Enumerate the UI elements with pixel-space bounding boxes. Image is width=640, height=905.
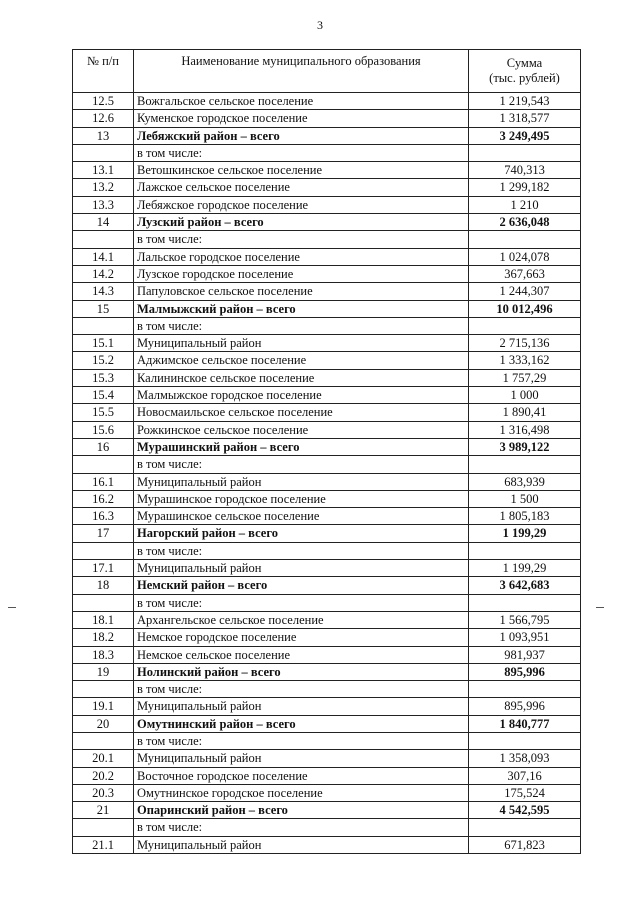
table-row: [73, 750, 581, 767]
table-row: [73, 283, 581, 300]
row-name: Ветошкинское сельское поселение: [134, 162, 469, 179]
row-name: Лебяжское городское поселение: [134, 196, 469, 213]
row-number: 18: [73, 577, 134, 594]
row-sum: [469, 819, 581, 836]
row-number: 15.3: [73, 369, 134, 386]
row-name: Муниципальный район: [134, 836, 469, 853]
row-name: Лальское городское поселение: [134, 248, 469, 265]
row-name: в том числе:: [134, 542, 469, 559]
row-sum: 1 500: [469, 490, 581, 507]
row-sum: 1 358,093: [469, 750, 581, 767]
row-sum: 683,939: [469, 473, 581, 490]
row-number: 13: [73, 127, 134, 144]
header-sum: [469, 50, 581, 93]
row-name: в том числе:: [134, 594, 469, 611]
row-sum: 1 219,543: [469, 93, 581, 110]
table-row: [73, 698, 581, 715]
row-sum: 1 890,41: [469, 404, 581, 421]
row-sum: 1 093,951: [469, 629, 581, 646]
row-sum: 10 012,496: [469, 300, 581, 317]
row-sum: 1 805,183: [469, 508, 581, 525]
row-name: в том числе:: [134, 456, 469, 473]
page-number: 3: [317, 18, 323, 32]
table-body: [73, 93, 581, 854]
row-name: Лебяжский район – всего: [134, 127, 469, 144]
table-header-row: [73, 50, 581, 93]
table-row: [73, 508, 581, 525]
row-name: Лузское городское поселение: [134, 265, 469, 282]
table-row-total: [73, 577, 581, 594]
municipal-sums-table: [72, 49, 581, 854]
row-name: Мурашинское городское поселение: [134, 490, 469, 507]
row-number: 19: [73, 663, 134, 680]
row-number: [73, 231, 134, 248]
row-number: 18.3: [73, 646, 134, 663]
table-row: [73, 836, 581, 853]
row-sum: 895,996: [469, 663, 581, 680]
table-row: [73, 404, 581, 421]
table-row-total: [73, 300, 581, 317]
table-row: [73, 369, 581, 386]
row-number: 16: [73, 438, 134, 455]
row-number: 15.6: [73, 421, 134, 438]
table-row: [73, 179, 581, 196]
row-sum: 1 757,29: [469, 369, 581, 386]
table-row: [73, 110, 581, 127]
row-sum: [469, 456, 581, 473]
row-sum: 307,16: [469, 767, 581, 784]
row-name: Нолинский район – всего: [134, 663, 469, 680]
row-name: Муниципальный район: [134, 335, 469, 352]
row-name: Немский район – всего: [134, 577, 469, 594]
row-name: Рожкинское сельское поселение: [134, 421, 469, 438]
row-sum: 671,823: [469, 836, 581, 853]
row-sum: 4 542,595: [469, 802, 581, 819]
table-row: [73, 352, 581, 369]
row-number: 15.2: [73, 352, 134, 369]
table-row-total: [73, 663, 581, 680]
table-row: [73, 767, 581, 784]
table-row: [73, 560, 581, 577]
row-number: 16.3: [73, 508, 134, 525]
row-name: в том числе:: [134, 732, 469, 749]
row-number: 14.2: [73, 265, 134, 282]
header-num: № п/п: [73, 50, 134, 93]
row-sum: 1 199,29: [469, 560, 581, 577]
table-row: [73, 594, 581, 611]
row-name: Муниципальный район: [134, 560, 469, 577]
row-sum: 1 333,162: [469, 352, 581, 369]
row-number: 17.1: [73, 560, 134, 577]
scan-edge-mark-left: [8, 607, 16, 608]
row-number: 13.3: [73, 196, 134, 213]
row-number: 16.2: [73, 490, 134, 507]
row-number: 18.1: [73, 611, 134, 628]
row-name: Омутнинский район – всего: [134, 715, 469, 732]
table-row: [73, 144, 581, 161]
row-name: Немское сельское поселение: [134, 646, 469, 663]
table-row: [73, 646, 581, 663]
row-number: 14.1: [73, 248, 134, 265]
row-sum: 1 210: [469, 196, 581, 213]
table-row-total: [73, 438, 581, 455]
row-sum: 1 566,795: [469, 611, 581, 628]
row-sum: [469, 732, 581, 749]
table-row: [73, 681, 581, 698]
row-sum: [469, 317, 581, 334]
row-name: Новосмаильское сельское поселение: [134, 404, 469, 421]
row-sum: 1 024,078: [469, 248, 581, 265]
row-number: 18.2: [73, 629, 134, 646]
table-row: [73, 784, 581, 801]
row-sum: 981,937: [469, 646, 581, 663]
table-row: [73, 265, 581, 282]
table-row: [73, 196, 581, 213]
table-row: [73, 317, 581, 334]
header-sum-line2: (тыс. рублей): [489, 71, 560, 85]
row-number: 15.1: [73, 335, 134, 352]
table-row-total: [73, 214, 581, 231]
row-number: [73, 456, 134, 473]
row-name: в том числе:: [134, 681, 469, 698]
table-row: [73, 335, 581, 352]
row-number: 15.5: [73, 404, 134, 421]
row-name: Мурашинское сельское поселение: [134, 508, 469, 525]
row-number: 15: [73, 300, 134, 317]
row-number: 20: [73, 715, 134, 732]
row-name: Мурашинский район – всего: [134, 438, 469, 455]
row-number: 21.1: [73, 836, 134, 853]
row-sum: 1 000: [469, 387, 581, 404]
row-name: Нагорский район – всего: [134, 525, 469, 542]
table-row: [73, 819, 581, 836]
row-sum: [469, 681, 581, 698]
table-row: [73, 490, 581, 507]
row-number: 13.1: [73, 162, 134, 179]
row-name: Немское городское поселение: [134, 629, 469, 646]
row-sum: 3 249,495: [469, 127, 581, 144]
table-row-total: [73, 525, 581, 542]
row-name: Муниципальный район: [134, 698, 469, 715]
row-number: 16.1: [73, 473, 134, 490]
row-name: Муниципальный район: [134, 473, 469, 490]
table-row-total: [73, 802, 581, 819]
row-sum: 3 642,683: [469, 577, 581, 594]
row-name: Опаринский район – всего: [134, 802, 469, 819]
header-name: Наименование муниципального образования: [134, 50, 469, 93]
row-name: Вожгальское сельское поселение: [134, 93, 469, 110]
scan-edge-mark-right: [596, 607, 604, 608]
table-row: [73, 611, 581, 628]
row-number: [73, 681, 134, 698]
row-number: 15.4: [73, 387, 134, 404]
row-number: 17: [73, 525, 134, 542]
row-sum: 175,524: [469, 784, 581, 801]
row-sum: [469, 231, 581, 248]
table-row-total: [73, 715, 581, 732]
row-number: [73, 144, 134, 161]
table-row: [73, 542, 581, 559]
table-row: [73, 629, 581, 646]
row-sum: 895,996: [469, 698, 581, 715]
row-name: в том числе:: [134, 231, 469, 248]
row-number: 14: [73, 214, 134, 231]
table-row-total: [73, 127, 581, 144]
row-name: в том числе:: [134, 819, 469, 836]
row-name: Архангельское сельское поселение: [134, 611, 469, 628]
row-name: Муниципальный район: [134, 750, 469, 767]
row-number: [73, 732, 134, 749]
row-number: [73, 594, 134, 611]
table-row: [73, 421, 581, 438]
row-sum: [469, 542, 581, 559]
row-name: Малмыжское городское поселение: [134, 387, 469, 404]
row-sum: 1 840,777: [469, 715, 581, 732]
table-row: [73, 248, 581, 265]
row-sum: 1 318,577: [469, 110, 581, 127]
row-name: Папуловское сельское поселение: [134, 283, 469, 300]
row-number: 14.3: [73, 283, 134, 300]
table-row: [73, 231, 581, 248]
table-row: [73, 162, 581, 179]
table-row: [73, 732, 581, 749]
row-sum: [469, 594, 581, 611]
row-sum: 3 989,122: [469, 438, 581, 455]
row-number: 20.2: [73, 767, 134, 784]
row-name: в том числе:: [134, 144, 469, 161]
row-number: 12.5: [73, 93, 134, 110]
row-sum: 2 715,136: [469, 335, 581, 352]
row-number: 20.1: [73, 750, 134, 767]
row-name: Куменское городское поселение: [134, 110, 469, 127]
row-number: 12.6: [73, 110, 134, 127]
row-number: 21: [73, 802, 134, 819]
row-name: Восточное городское поселение: [134, 767, 469, 784]
table-row: [73, 473, 581, 490]
table-row: [73, 387, 581, 404]
table-row: [73, 456, 581, 473]
row-sum: 367,663: [469, 265, 581, 282]
row-name: Аджимское сельское поселение: [134, 352, 469, 369]
row-number: [73, 317, 134, 334]
row-sum: 1 244,307: [469, 283, 581, 300]
row-sum: 1 316,498: [469, 421, 581, 438]
row-name: в том числе:: [134, 317, 469, 334]
row-number: [73, 819, 134, 836]
row-sum: 1 299,182: [469, 179, 581, 196]
row-name: Лажское сельское поселение: [134, 179, 469, 196]
row-number: 13.2: [73, 179, 134, 196]
row-number: 20.3: [73, 784, 134, 801]
row-sum: 2 636,048: [469, 214, 581, 231]
row-sum: 1 199,29: [469, 525, 581, 542]
row-name: Лузский район – всего: [134, 214, 469, 231]
table-row: [73, 93, 581, 110]
row-number: [73, 542, 134, 559]
row-name: Малмыжский район – всего: [134, 300, 469, 317]
row-sum: 740,313: [469, 162, 581, 179]
row-name: Калининское сельское поселение: [134, 369, 469, 386]
header-sum-line1: Сумма: [506, 56, 543, 70]
row-name: Омутнинское городское поселение: [134, 784, 469, 801]
row-sum: [469, 144, 581, 161]
row-number: 19.1: [73, 698, 134, 715]
